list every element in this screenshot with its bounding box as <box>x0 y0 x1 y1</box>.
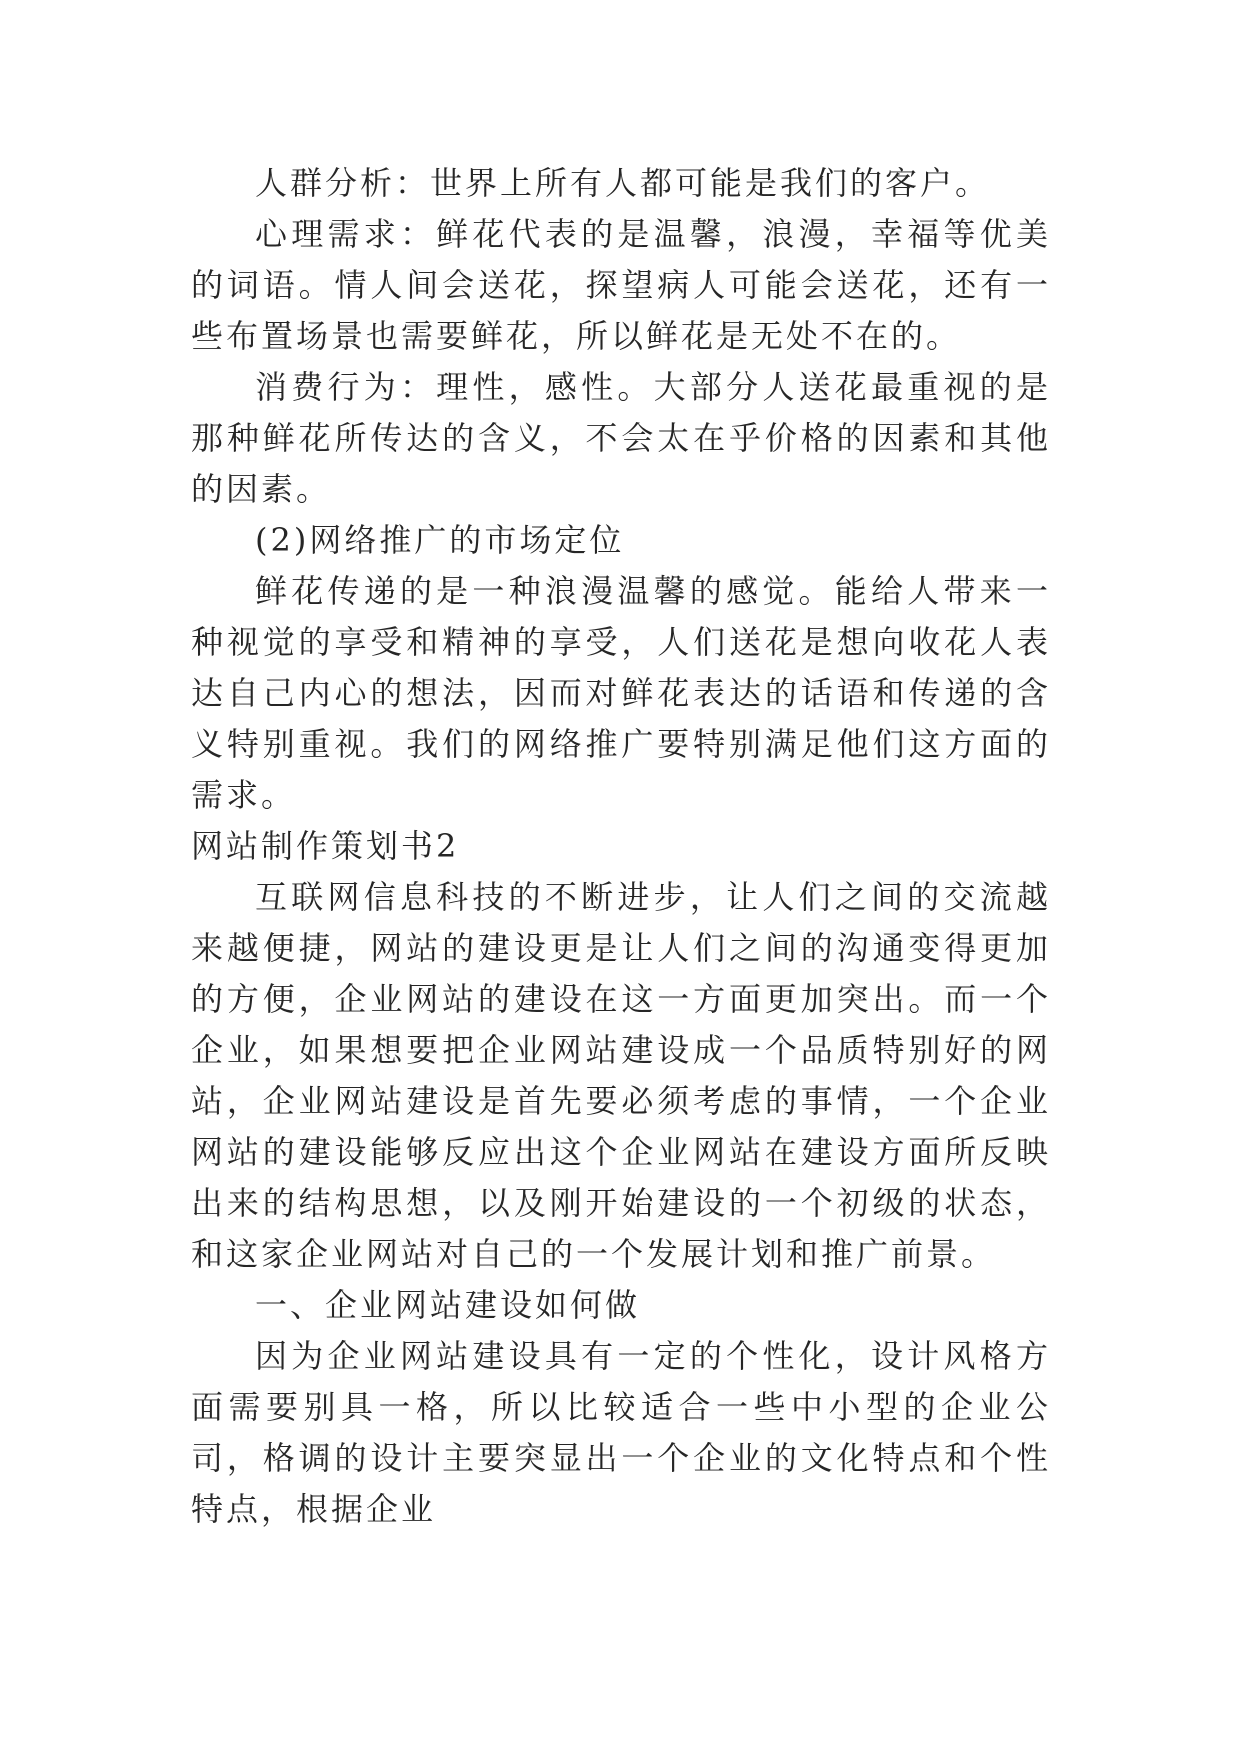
paragraph-market-positioning: 鲜花传递的是一种浪漫温馨的感觉。能给人带来一种视觉的享受和精神的享受，人们送花是想向收花人表达自己内心的想法，因而对鲜花表达的话语和传递的含义特别重视。我们的网络推广要特别满足他们这方面的需求。 <box>191 572 1051 814</box>
document-title-plan-2: 网站制作策划书2 <box>191 827 460 865</box>
paragraph-consumer-behavior: 消费行为：理性，感性。大部分人送花最重视的是那种鲜花所传达的含义，不会太在乎价格的因素和其他的因素。 <box>191 368 1051 508</box>
paragraph-crowd-analysis: 人群分析：世界上所有人都可能是我们的客户。 <box>255 164 991 202</box>
document-body <box>191 158 1051 1535</box>
paragraph-personalization: 因为企业网站建设具有一定的个性化，设计风格方面需要别具一格，所以比较适合一些中小型的企业公司，格调的设计主要突显出一个企业的文化特点和个性特点，根据企业 <box>191 1337 1051 1528</box>
paragraph-internet-intro: 互联网信息科技的不断进步，让人们之间的交流越来越便捷，网站的建设更是让人们之间的沟通变得更加的方便，企业网站的建设在这一方面更加突出。而一个企业，如果想要把企业网站建设成一个品质特别好的网站，企业网站建设是首先要必须考虑的事情，一个企业网站的建设能够反应出这个企业网站在建设方面所反映出来的结构思想，以及刚开始建设的一个初级的状态，和这家企业网站对自己的一个发展计划和推广前景。 <box>191 878 1051 1273</box>
paragraph-psychological-needs: 心理需求：鲜花代表的是温馨，浪漫，幸福等优美的词语。情人间会送花，探望病人可能会送花，还有一些布置场景也需要鲜花，所以鲜花是无处不在的。 <box>191 215 1051 355</box>
section-heading-market-positioning: (2)网络推广的市场定位 <box>255 521 625 559</box>
section-heading-how-to-build: 一、企业网站建设如何做 <box>255 1286 641 1324</box>
